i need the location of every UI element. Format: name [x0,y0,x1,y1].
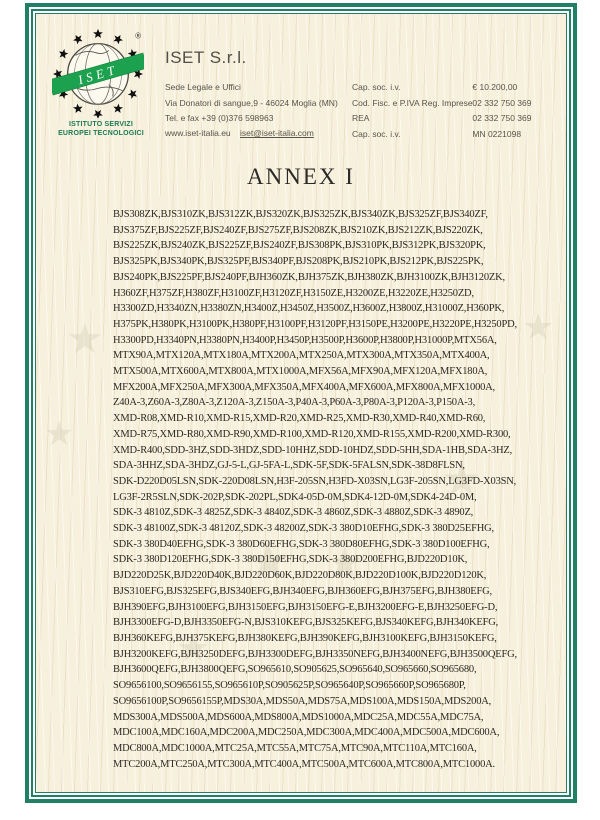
decorative-border-inner [35,13,567,793]
institute-caption-line1: ISTITUTO SERVIZI [68,121,133,128]
decorative-border-middle [31,9,571,797]
product-code-line: BJS310EFG,BJS325EFG,BJS340EFG,BJH340EFG,BJH360EFG,BJH375EFG,BJH380EFG, [113,585,492,597]
product-code-list [113,207,565,772]
product-code-line: BJS225ZK,BJS240ZK,BJS225ZF,BJS240ZF,BJS308PK,BJS310PK,BJS312PK,BJS320PK, [113,240,486,252]
product-code-line: MDS300A,MDS500A,MDS600A,MDS800A,MDS1000A,MDC25A,MDC55A,MDC75A, [113,711,484,723]
registry-row [352,96,531,112]
product-code-line: MTX500A,MTX600A,MTX800A,MTX1000A,MFX56A,MFX90A,MFX120A,MFX180A, [113,366,488,378]
company-address-block [165,80,338,127]
annex-title: ANNEX I [247,164,355,189]
product-code-line: LG3F-2R5SLN,SDK-202P,SDK-202PL,SDK4-05D-0M,SDK4-12D-0M,SDK4-24D-0M, [113,491,477,503]
product-code-line: H3300PD,H3340PN,H3380PN,H3400P,H3450P,H3500P,H3600P,H3800P,H31000P,MTX56A, [113,334,497,346]
decorative-border [25,3,577,803]
product-code-line: SDK-3 4810Z,SDK-3 4825Z,SDK-3 4840Z,SDK-3 4860Z,SDK-3 4880Z,SDK-3 4890Z, [113,507,474,519]
product-code-line: BJH3300EFG-D,BJH3350EFG-N,BJS310KEFG,BJS325KEFG,BJS340KEFG,BJH340KEFG, [113,617,499,629]
product-code-line: SDK-3 48100Z,SDK-3 48120Z,SDK-3 48200Z,SDK-3 380D10EFHG,SDK-3 380D25EFHG, [113,523,494,535]
address-line-phone: Tel. e fax +39 (0)376 598963 [165,113,274,123]
watermark-star-icon [44,414,74,454]
product-code-line: MDC800A,MDC1000A,MTC25A,MTC55A,MTC75A,MTC90A,MTC110A,MTC160A, [113,742,477,754]
company-logo [52,26,144,118]
product-code-line: MDC100A,MDC160A,MDC200A,MDC250A,MDC300A,MDC400A,MDC500A,MDC600A, [113,727,500,739]
watermark-star-icon [66,314,104,363]
globe-stars-emblem-icon [52,26,144,118]
product-code-line: BJH3200KEFG,BJH3250DEFG,BJH3300DEFG,BJH3350NEFG,BJH3400NEFG,BJH3500QEFG, [113,648,517,660]
registry-label: Cap. soc. i.v. [352,82,401,92]
product-code-line: BJH3600QEFG,BJH3800QEFG,SO965610,SO905625,SO965640,SO965660,SO965680, [113,664,477,676]
product-code-line: BJD220D25K,BJD220D40K,BJD220D60K,BJD220D80K,BJD220D100K,BJD220D120K, [113,570,487,582]
product-code-line: H3300ZD,H3340ZN,H3380ZN,H3400Z,H3450Z,H3500Z,H3600Z,H3800Z,H31000Z,H360PK, [113,303,505,315]
product-code-line: SO9656100,SO9656155,SO965610P,SO905625P,SO965640P,SO965660P,SO965680P, [113,680,466,692]
registry-value: 02 332 750 369 [472,113,532,123]
registry-value: € 10.200,00 [472,82,518,92]
product-code-line: BJS240PK,BJS225PF,BJS240PF,BJH360ZK,BJH375ZK,BJH380ZK,BJH3100ZK,BJH3120ZK, [113,271,505,283]
product-code-line: H360ZF,H375ZF,H380ZF,H3100ZF,H3120ZF,H3150ZE,H3200ZE,H3220ZE,H3250ZD, [113,287,474,299]
registry-value: MN 0221098 [472,128,522,139]
product-code-line: BJH360KEFG,BJH375KEFG,BJH380KEFG,BJH390KEFG,BJH3100KEFG,BJH3150KEFG, [113,632,497,644]
website-link[interactable]: www.iset-italia.eu [165,128,231,138]
address-line-offices: Sede Legale e Uffici [165,82,241,92]
product-code-line: BJS308ZK,BJS310ZK,BJS312ZK,BJS320ZK,BJS325ZK,BJS340ZK,BJS325ZF,BJS340ZF, [113,209,488,220]
product-code-line: MTC200A,MTC250A,MTC300A,MTC400A,MTC500A,MTC600A,MTC800A,MTC1000A. [113,758,495,770]
email-link[interactable]: iset@iset-italia.com [240,128,314,138]
product-code-line: SDA-3HHZ,SDA-3HDZ,GJ-5-L,GJ-5FA-L,SDK-5F,SDK-5FALSN,SDK-38D8FLSN, [113,460,465,472]
product-code-line: XMD-R75,XMD-R80,XMD-R90,XMD-R100,XMD-R120,XMD-R155,XMD-R200,XMD-R300, [113,428,511,440]
paper-background [36,14,566,792]
product-code-line: BJH390EFG,BJH3100EFG,BJH3150EFG,BJH3150EFG-E,BJH3200EFG-E,BJH3250EFG-D, [113,601,498,613]
registry-value: 02 332 750 369 [472,97,532,108]
product-code-line: MFX200A,MFX250A,MFX300A,MFX350A,MFX400A,MFX600A,MFX800A,MFX1000A, [113,381,495,393]
registry-label: Cap. soc. i.v. [352,128,401,139]
registry-label: Cod. Fisc. e P.IVA Reg. Imprese [352,97,473,108]
product-code-line: H375PK,H380PK,H3100PK,H380PF,H3100PF,H3120PF,H3150PE,H3200PE,H3220PE,H3250PD, [113,318,517,330]
product-code-line: XMD-R400,SDD-3HZ,SDD-3HDZ,SDD-10HHZ,SDD-10HDZ,SDD-5HH,SDA-1HB,SDA-3HZ, [113,444,512,456]
ribbon-text: ISET [76,62,120,88]
product-code-line: MTX90A,MTX120A,MTX180A,MTX200A,MTX250A,MTX300A,MTX350A,MTX400A, [113,350,490,362]
product-code-line: SDK-3 380D120EFHG,SDK-3 380D150EFHG,SDK-3 380D200EFHG,BJD220D10K, [113,554,468,566]
registry-table [352,80,531,142]
product-code-line: Z40A-3,Z60A-3,Z80A-3,Z120A-3,Z150A-3,P40A-3,P60A-3,P80A-3,P120A-3,P150A-3, [113,397,476,409]
registry-row [352,80,531,96]
registered-trademark-icon: ® [135,31,141,41]
registry-row [352,111,531,127]
product-code-line: SDK-D220D05LSN,SDK-220D08LSN,H3F-205SN,H3FD-X03SN,LG3F-205SN,LG3FD-X03SN, [113,475,517,487]
institute-caption [38,120,164,138]
product-code-line: SDK-3 380D40EFHG,SDK-3 380D60EFHG,SDK-3 380D80EFHG,SDK-3 380D100EFHG, [113,538,490,550]
product-code-line: XMD-R08,XMD-R10,XMD-R15,XMD-R20,XMD-R25,XMD-R30,XMD-R40,XMD-R60, [113,413,486,425]
address-line-street: Via Donatori di sangue,9 - 46024 Moglia (MN) [165,97,338,108]
registry-row [352,127,531,143]
registry-label: REA [352,113,370,123]
contact-links-row [165,126,314,142]
product-code-line: SO9656100P,SO9656155P,MDS30A,MDS50A,MDS75A,MDS100A,MDS150A,MDS200A, [113,695,492,707]
institute-caption-line2: EUROPEI TECNOLOGICI [58,130,144,137]
product-code-line: BJS375ZF,BJS225ZF,BJS240ZF,BJS275ZF,BJS208ZK,BJS210ZK,BJS212ZK,BJS220ZK, [113,224,483,236]
product-code-line: BJS325PK,BJS340PK,BJS325PF,BJS340PF,BJS208PK,BJS210PK,BJS212PK,BJS225PK, [113,256,484,268]
company-name: ISET S.r.l. [165,48,247,67]
